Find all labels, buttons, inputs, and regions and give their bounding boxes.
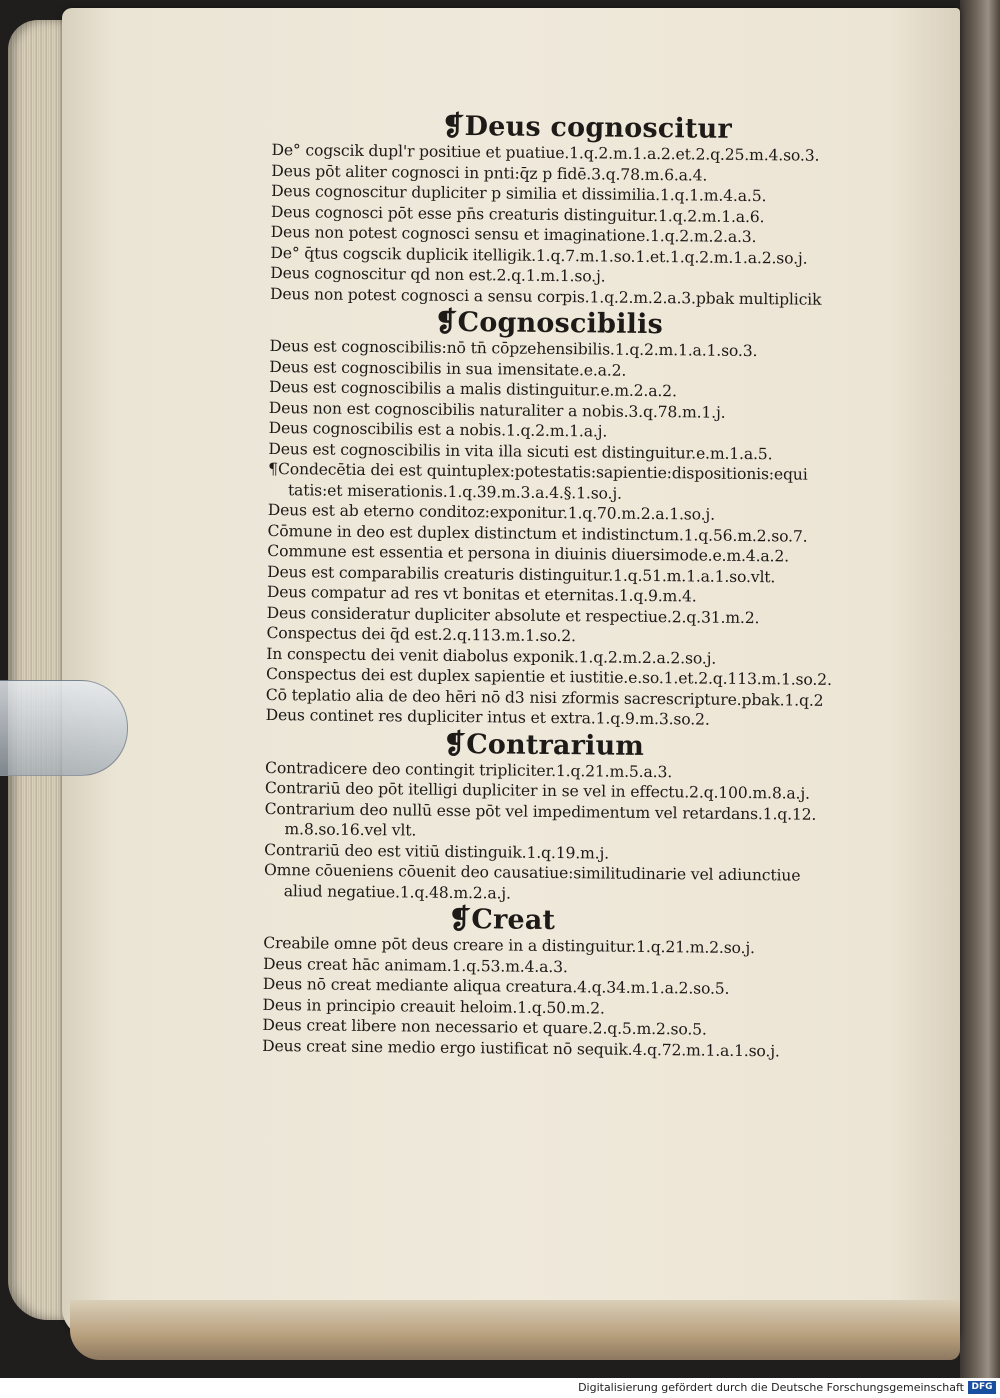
entry-line: In conspectu dei venit diabolus exponik.1.q.2.m.2.a.2.so.j. xyxy=(266,644,717,668)
paragraph-mark-icon: ❡ xyxy=(448,903,472,936)
paragraph-mark-icon: ❡ xyxy=(443,728,467,760)
footer-credit: Digitalisierung gefördert durch die Deutsche Forschungsgemeinschaft xyxy=(578,1381,964,1394)
section-heading-text: Deus cognoscitur xyxy=(464,111,733,145)
entry-line: Deus in principio creauit heloim.1.q.50.m.2. xyxy=(262,995,605,1018)
paragraph-mark-icon: ❡ xyxy=(441,110,465,143)
entry-line: Deus cognoscitur qd non est.2.q.1.m.1.so.j. xyxy=(270,263,606,286)
entry-line: Contradicere deo contingit tripliciter.1.q.21.m.5.a.3. xyxy=(264,758,673,781)
entry-line: Deus est cognoscibilis in vita illa sicuti est distinguitur.e.m.1.a.5. xyxy=(268,439,773,463)
section-heading-text: Creat xyxy=(471,904,556,937)
entry-line: m.8.so.16.vel vlt. xyxy=(284,820,417,840)
entry-line: Cōmune in deo est duplex distinctum et indistinctum.1.q.56.m.2.so.7. xyxy=(267,521,808,546)
entry-line: Commune est essentia et persona in diuinis diuersimode.e.m.4.a.2. xyxy=(267,541,790,566)
entry-line: aliud negatiue.1.q.48.m.2.a.j. xyxy=(283,881,511,903)
entry-line: De° cogscik dupl'r positiue et puatiue.1.q.2.m.1.a.2.et.2.q.25.m.4.so.3. xyxy=(271,140,820,165)
section-heading-text: Cognoscibilis xyxy=(457,306,664,341)
entry-line: De° q̄tus cogscik duplicik itelligik.1.q.7.m.1.so.1.et.1.q.2.m.1.a.2.so.j. xyxy=(270,243,808,268)
entry-line: Creabile omne pōt deus creare in a distinguitur.1.q.21.m.2.so.j. xyxy=(263,933,755,958)
entry-line: Deus cognoscitur dupliciter p similia et dissimilia.1.q.1.m.4.a.5. xyxy=(271,181,767,206)
entry-line: Deus est cognoscibilis in sua imensitate.e.a.2. xyxy=(269,357,627,380)
entry-line: Deus cognosci pōt esse pn̄s creaturis distinguitur.1.q.2.m.1.a.6. xyxy=(270,202,765,226)
section-heading-text: Contrarium xyxy=(466,728,645,762)
entry-line: Contrariū deo est vitiū distinguik.1.q.19.m.j. xyxy=(264,840,610,863)
entry-line: Contrariū deo pōt itelligi dupliciter in se vel in effectu.2.q.100.m.8.a.j. xyxy=(264,778,810,803)
entry-line: Deus cognoscibilis est a nobis.1.q.2.m.1.a.j. xyxy=(268,418,608,441)
entry-line: Deus creat sine medio ergo iustificat nō sequik.4.q.72.m.1.a.1.so.j. xyxy=(262,1036,780,1060)
page-bottom-edge xyxy=(70,1300,960,1360)
entry-line: Omne cōueniens cōuenit deo causatiue:similitudinarie vel adiunctiue xyxy=(263,860,801,885)
entry-line: Deus creat hāc animam.1.q.53.m.4.a.3. xyxy=(262,954,568,976)
entry-line: Deus est cognoscibilis a malis distinguitur.e.m.2.a.2. xyxy=(268,377,677,401)
paragraph-mark-icon: ❡ xyxy=(434,306,458,338)
entry-line: Conspectus dei est duplex sapientie et iustitie.e.so.1.et.2.q.113.m.1.so.2. xyxy=(265,664,832,689)
dfg-logo: DFG xyxy=(968,1381,996,1394)
entry-line: Deus pōt aliter cognosci in pnti:q̄z p fidē.3.q.78.m.6.a.4. xyxy=(271,161,708,185)
entry-line: Deus est cognoscibilis:nō tn̄ cōpzehensibilis.1.q.2.m.1.a.1.so.3. xyxy=(269,336,758,361)
entry-line: Deus non potest cognosci sensu et imaginatione.1.q.2.m.2.a.3. xyxy=(270,222,757,247)
entry-line: Conspectus dei q̄d est.2.q.113.m.1.so.2. xyxy=(266,623,576,646)
entry-line: tatis:et miserationis.1.q.39.m.3.a.4.§.1.so.j. xyxy=(287,480,622,503)
footer-bar xyxy=(0,1378,1000,1398)
entry-line: Cō teplatio alia de deo hēri nō d3 nisi zformis sacrescripture.pbak.1.q.2 xyxy=(265,685,824,710)
page-text-block xyxy=(262,108,912,1063)
entry-line: Deus est comparabilis creaturis distinguitur.1.q.51.m.1.a.1.so.vlt. xyxy=(267,562,776,586)
entry-line: Deus nō creat mediante aliqua creatura.4.q.34.m.1.a.2.so.5. xyxy=(262,974,730,998)
entry-line: Deus creat libere non necessario et quare.2.q.5.m.2.so.5. xyxy=(262,1015,707,1039)
entry-line: Deus non est cognoscibilis naturaliter a nobis.3.q.78.m.1.j. xyxy=(268,398,726,422)
entry-line: Deus compatur ad res vt bonitas et eternitas.1.q.9.m.4. xyxy=(266,582,697,606)
page-holder-clip xyxy=(0,680,128,776)
entry-line: ¶Condecētia dei est quintuplex:potestatis:sapientie:dispositionis:equi xyxy=(268,459,808,484)
book-cover-edge xyxy=(960,0,1000,1378)
entry-line: Deus consideratur dupliciter absolute et respectiue.2.q.31.m.2. xyxy=(266,603,760,627)
entry-line: Deus non potest cognosci a sensu corpis.1.q.2.m.2.a.3.pbak multiplicik xyxy=(269,284,822,309)
entry-line: Deus continet res dupliciter intus et extra.1.q.9.m.3.so.2. xyxy=(265,705,710,729)
entry-line: Deus est ab eterno conditoz:exponitur.1.q.70.m.2.a.1.so.j. xyxy=(267,500,716,524)
entry-line: Contrarium deo nullū esse pōt vel impedimentum vel retardans.1.q.12. xyxy=(264,799,817,824)
